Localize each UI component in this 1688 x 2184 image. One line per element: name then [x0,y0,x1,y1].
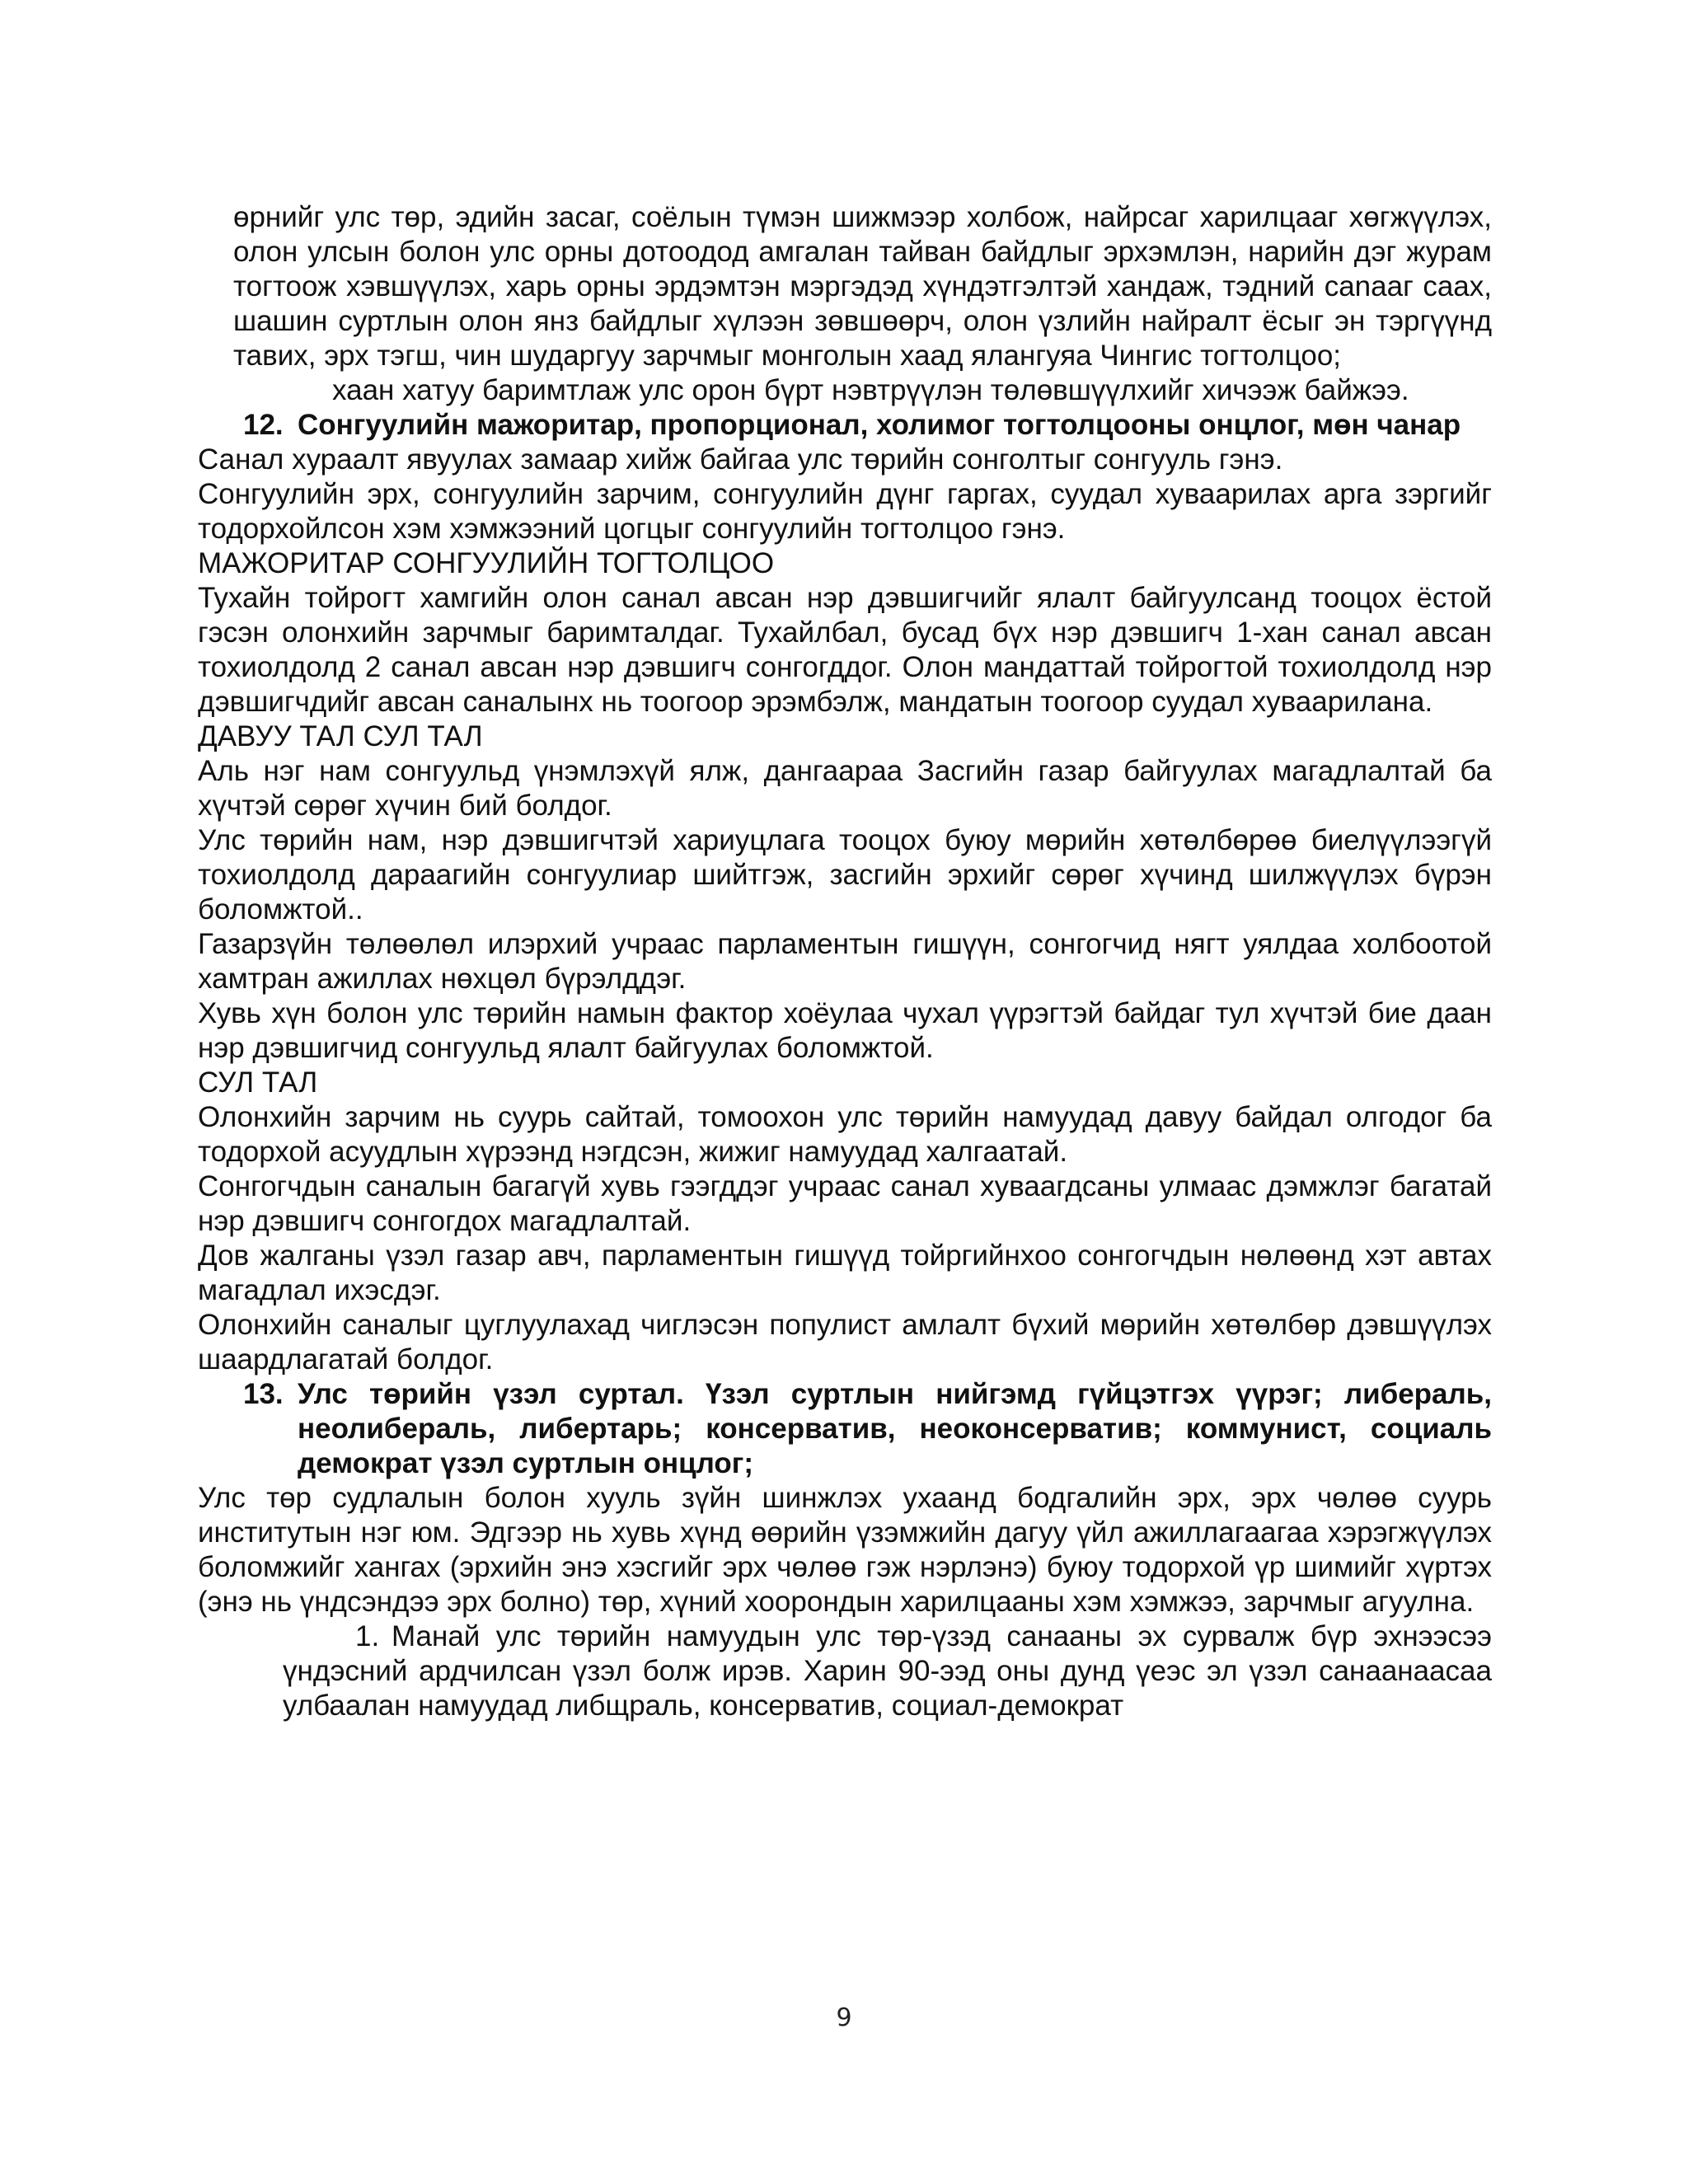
body-paragraph: Газарзүйн төлөөлөл илэрхий учраас парламентын гишүүн, сонгогчид нягт уялдаа холбоотой хамтран ажиллах нөхцөл бүрэлддэг. [198,928,1492,995]
subheading-line: ДАВУУ ТАЛ СУЛ ТАЛ [198,720,483,752]
body-paragraph: Улс төр судлалын болон хууль зүйн шинжлэх ухаанд бодгалийн эрх, эрх чөлөө суурь институтын нэг юм. Эдгээр нь хувь хүнд өөрийн үзэмжийн дагуу үйл ажиллагаагаа хэрэгжүүлэх боломжийг хангах (эрхийн энэ хэсгийг эрх чөлөө гэж нэрлэнэ) буюу тодорхой үр шимийг хүртэх (энэ нь үндсэндээ эрх болно) төр, хүний хоорондын харилцааны хэм хэмжээ, зарчмыг агуулна. [198,1482,1492,1618]
body-paragraph: Олонхийн саналыг цуглуулахад чиглэсэн популист амлалт бүхий мөрийн хөтөлбөр дэвшүүлэх шаардлагатай болдог. [198,1309,1492,1376]
subheading-line: СУЛ ТАЛ [198,1066,318,1099]
section-heading-text: Улс төрийн үзэл суртал. Үзэл суртлын нийгэмд гүйцэтгэх үүрэг; либераль, неолибераль, либертарь; консерватив, неоконсерватив; коммунист, социаль демократ үзэл суртлын онцлог; [298,1378,1492,1479]
section-number: 12. [243,409,284,441]
body-paragraph: Сонгогчдын саналын багагүй хувь гээгддэг учраас санал хуваагдсаны улмаас дэмжлэг багатай нэр дэвшигч сонгогдох магадлалтай. [198,1170,1492,1237]
page-number: 9 [836,2004,852,2032]
body-paragraph: хаан хатуу баримтлаж улс орон бүрт нэвтрүүлэн төлөвшүүлхийг хичээж байжээ. [332,374,1409,406]
section-heading-text: Сонгуулийн мажоритар, пропорционал, холимог тогтолцооны онцлог, мөн чанар [298,409,1461,441]
body-paragraph: Олонхийн зарчим нь суурь сайтай, томоохон улс төрийн намуудад давуу байдал олгодог ба тодорхой асуудлын хүрээнд нэгдсэн, жижиг намуудад халгаатай. [198,1101,1492,1168]
list-number: 1. [355,1620,380,1652]
section-heading-12 [198,408,1492,443]
numbered-list-item [198,1619,1492,1723]
body-paragraph: Аль нэг нам сонгуульд үнэмлэхүй ялж, дангаараа Засгийн газар байгуулах магадлалтай ба хүчтэй сөрөг хүчин бий болдог. [198,755,1492,822]
body-paragraph: Санал хураалт явуулах замаар хийж байгаа улс төрийн сонголтыг сонгууль гэнэ. [198,443,1283,476]
body-paragraph: Сонгуулийн эрх, сонгуулийн зарчим, сонгуулийн дүнг гаргах, суудал хуваарилах арга зэргийг тодорхойлсон хэм хэмжээний цогцыг сонгуулийн тогтолцоо гэнэ. [198,478,1492,545]
page-content [198,200,1492,1723]
list-item-text: Манай улс төрийн намуудын улс төр-үзэд санааны эх сурвалж бүр эхнээсээ үндэсний ардчилсан үзэл болж ирэв. Харин 90-ээд оны дунд үеэс эл үзэл санаанаасаа улбаалан намуудад либщраль, консерватив, социал-демократ [283,1620,1492,1722]
subheading-line: МАЖОРИТАР СОНГУУЛИЙН ТОГТОЛЦОО [198,547,775,579]
body-paragraph: өрнийг улс төр, эдийн засаг, соёлын түмэн шижмээр холбож, найрсаг харилцааг хөгжүүлэх, олон улсын болон улс орны дотоодод амгалан тайван байдлыг эрхэмлэн, нарийн дэг журам тогтоож хэвшүүлэх, харь орны эрдэмтэн мэргэдэд хүндэтгэлтэй хандаж, тэдний сanaаг саах, шашин суртлын олон янз байдлыг хүлээн зөвшөөрч, олон үзлийн найралт ёсыг эн тэргүүнд тавих, эрх тэгш, чин шударгуу зарчмыг монголын хаад ялангуяа Чингис тогтолцоо; [233,201,1492,372]
body-paragraph: Улс төрийн нам, нэр дэвшигчтэй хариуцлага тооцох буюу мөрийн хөтөлбөрөө биелүүлээгүй тохиолдолд дараагийн сонгуулиар шийтгэж, засгийн эрхийг сөрөг хүчинд шилжүүлэх бүрэн боломжтой.. [198,824,1492,926]
section-heading-13 [198,1377,1492,1481]
section-number: 13. [243,1378,284,1410]
body-paragraph: Хувь хүн болон улс төрийн намын фактор хоёулаа чухал үүрэгтэй байдаг тул хүчтэй бие даан нэр дэвшигчид сонгуульд ялалт байгуулах боломжтой. [198,997,1492,1064]
body-paragraph: Дов жалганы үзэл газар авч, парламентын гишүүд тойргийнхоо сонгогчдын нөлөөнд хэт автах магадлал ихэсдэг. [198,1240,1492,1306]
body-paragraph: Тухайн тойрогт хамгийн олон санал авсан нэр дэвшигчийг ялалт байгуулсанд тооцох ёстой гэсэн олонхийн зарчмыг баримталдаг. Тухайлбал, бусад бүх нэр дэвшигч 1-хан санал авсан тохиолдолд 2 санал авсан нэр дэвшигч сонгогддог. Олон мандаттай тойрогтой тохиолдолд нэр дэвшигчдийг авсан саналынх нь тоогоор эрэмбэлж, мандатын тоогоор суудал хуваарилана. [198,582,1492,718]
